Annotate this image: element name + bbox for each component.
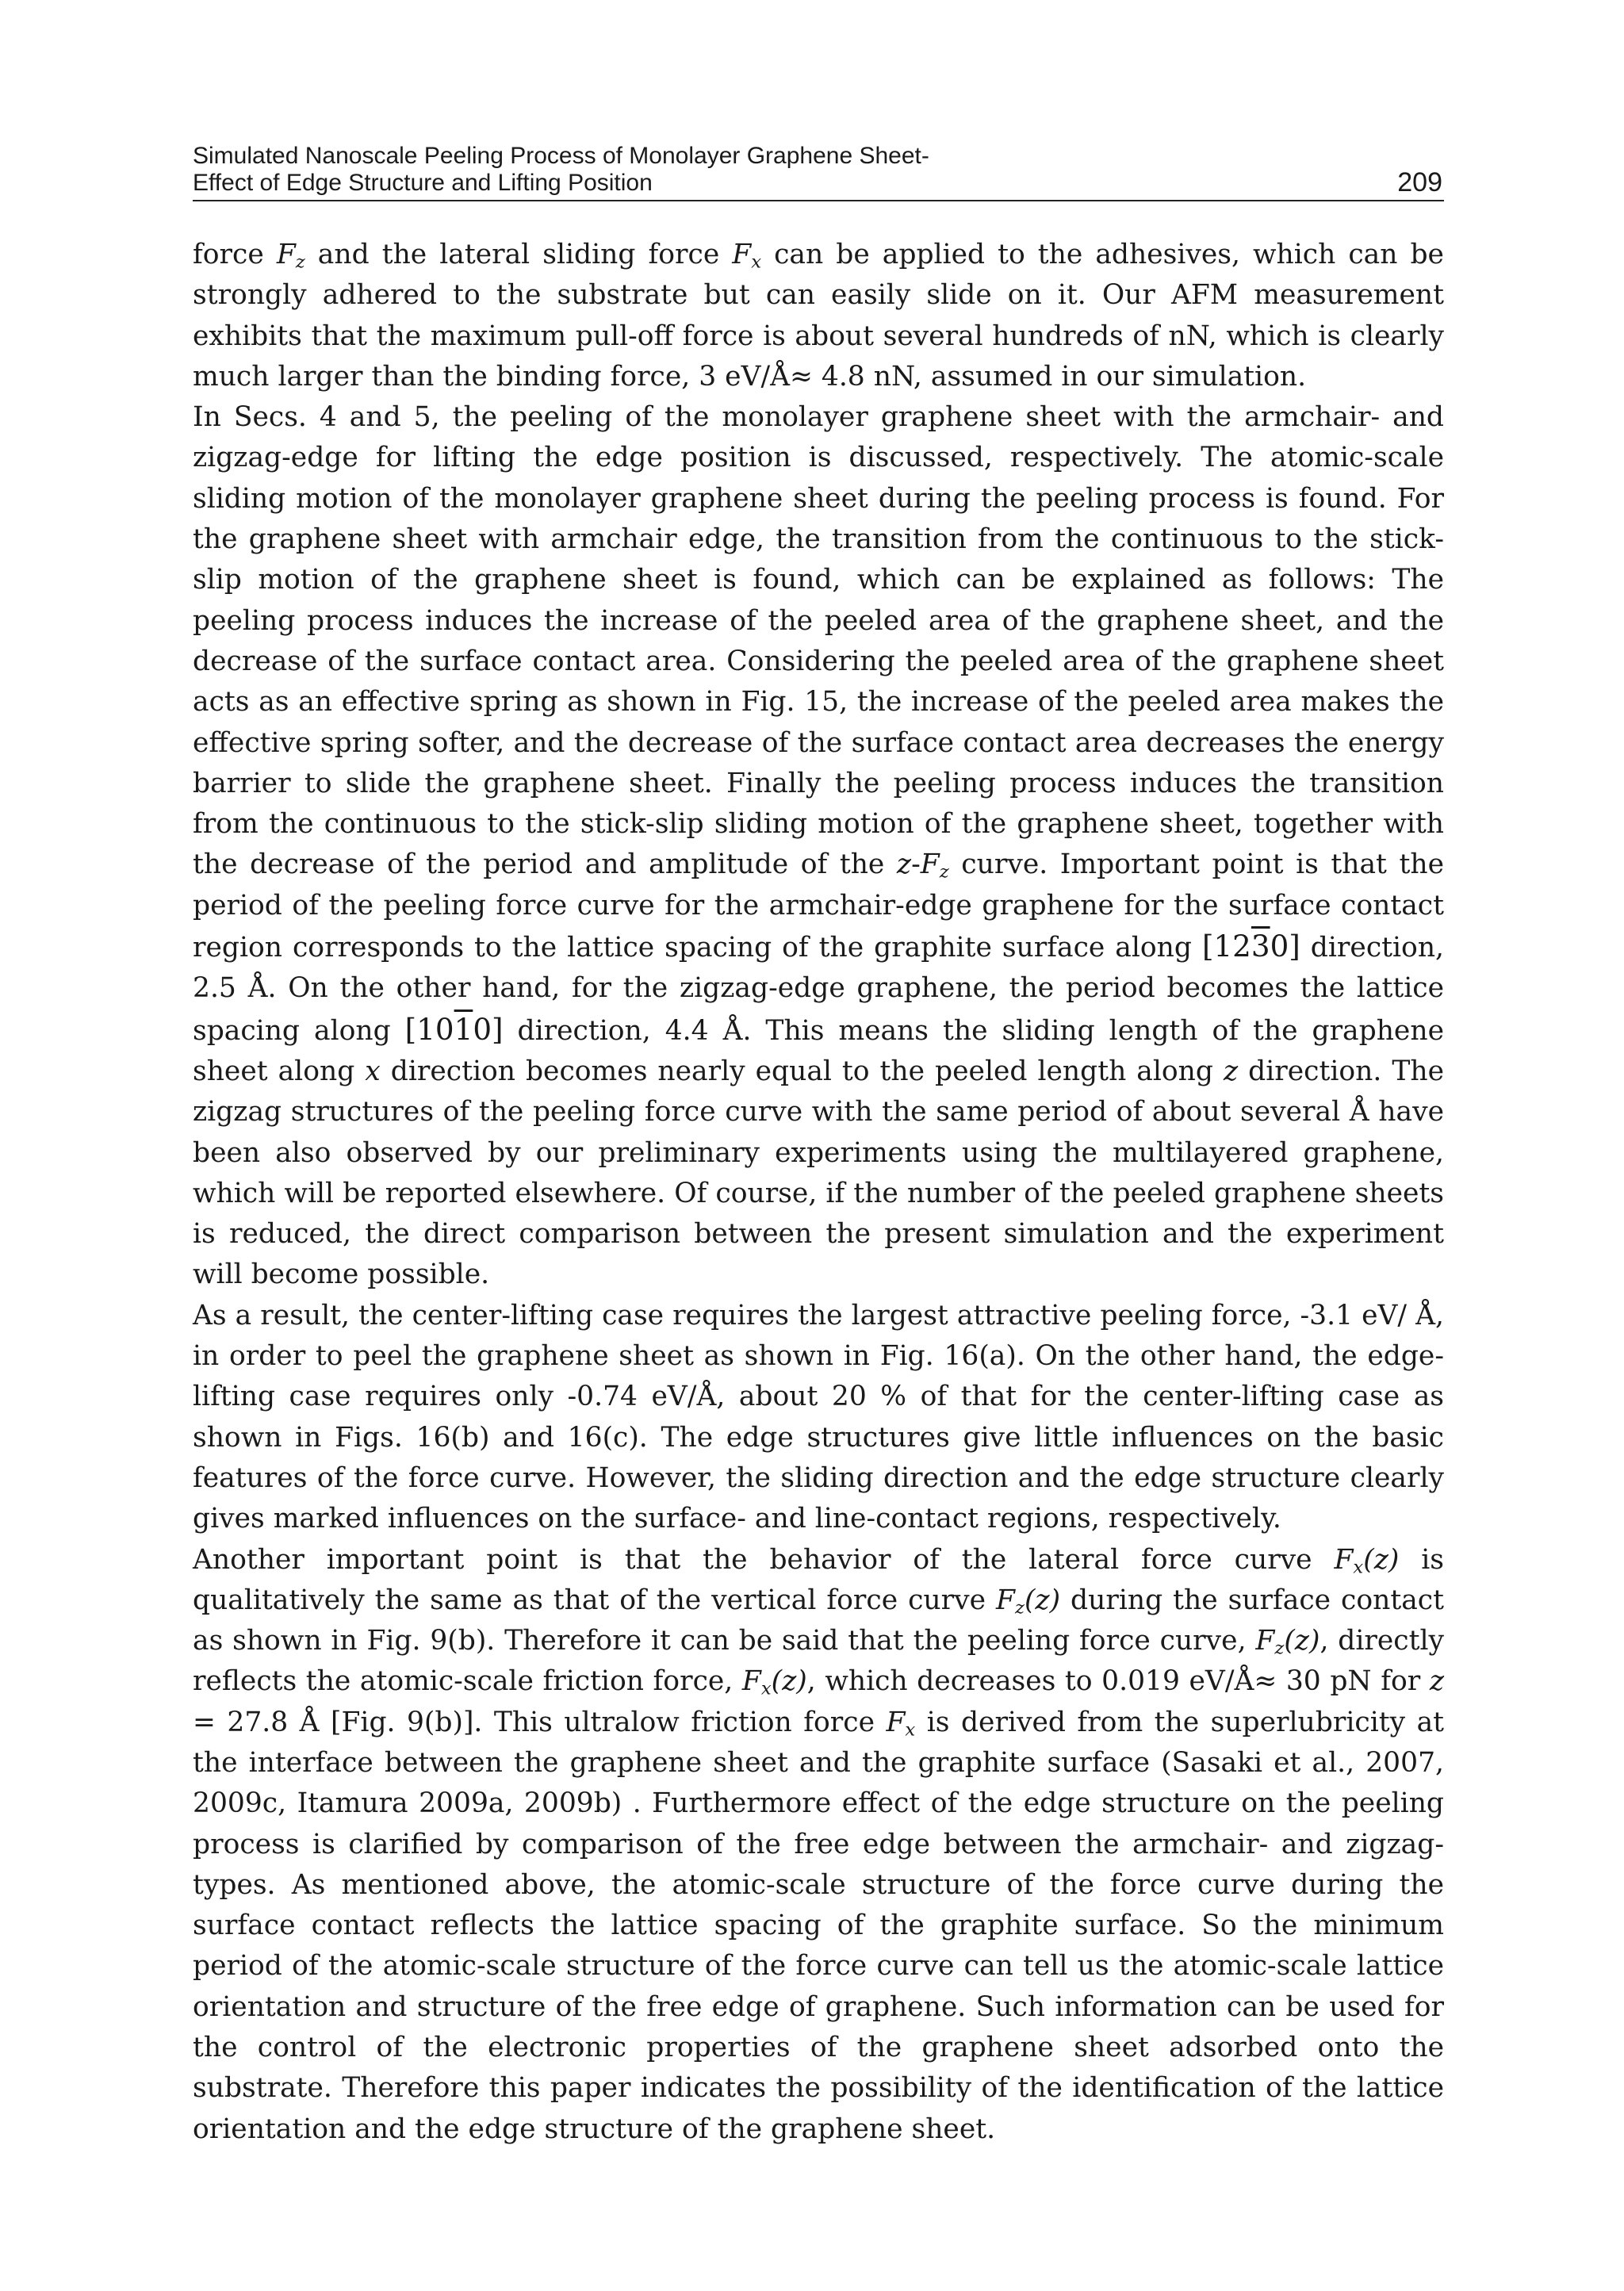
text-run: direction, 2.5 Å. On the other hand, for the zigzag-edge graphene, the period becomes the lattice spacing along [193,932,1444,1047]
text-run: = 27.8 Å [Fig. 9(b)]. This ultralow friction force [193,1706,887,1738]
text-run: curve. Important point is that the period of the peeling force curve for the armchair-edge graphene for the surface contact region corresponds to the lattice spacing of the graphite surface along [193,849,1444,964]
paragraph-2 [193,397,1444,1296]
symbol-z: z [1223,1055,1239,1087]
text-run: Another important point is that the behavior of the lateral force curve [193,1543,1335,1576]
text-run: direction. The zigzag structures of the peeling force curve with the same period of about several Å have been also observed by our preliminary experiments using the multilayered graphene, which will be reported elsewhere. Of course, if the number of the peeled graphene sheets is reduced, the direct comparison between the present simulation and the experiment will become possible. [193,1055,1444,1291]
text-run: [10 [404,1011,454,1047]
symbol-F: F [732,239,752,270]
header-title-line-2: Effect of Edge Structure and Lifting Position [193,170,653,196]
symbol-F: F [920,849,940,881]
text-run: force [193,239,277,270]
subscript-z: z [1274,1638,1285,1659]
overbar-digit: 1 [454,1011,473,1047]
text-run: during the surface contact as shown in Fig. 9(b). Therefore it can be said that the peeling force curve, [193,1584,1444,1657]
text-run: In Secs. 4 and 5, the peeling of the monolayer graphene sheet with the armchair- and zigzag-edge for lifting the edge position is discussed, respectively. The atomic-scale sliding motion of the monolayer graphene sheet during the peeling process is found. For the graphene sheet with armchair edge, the transition from the continuous to the stick-slip motion of the graphene sheet is found, which can be explained as follows: The peeling process induces the increase of the peeled area of the graphene sheet, and the decrease of the surface contact area. Considering the peeled area of the graphene sheet acts as an effective spring as shown in Fig. 15, the increase of the peeled area makes the effective spring softer, and the decrease of the surface contact area decreases the energy barrier to slide the graphene sheet. Finally the peeling process induces the transition from the continuous to the stick-slip sliding motion of the graphene sheet, together with the decrease of the period and amplitude of the [193,401,1444,881]
paragraph-1 [193,235,1444,397]
running-header [193,143,1444,201]
symbol-F: F [276,239,296,270]
symbol-F: F [1334,1543,1354,1576]
symbol-F: F [996,1584,1015,1616]
text-run: , which decreases to 0.019 eV/Å≈ 30 pN for [806,1665,1430,1698]
symbol-arg-z: (z) [771,1665,807,1698]
symbol-arg-z: (z) [1024,1584,1061,1616]
paragraph-4 [193,1540,1444,2150]
text-run: is qualitatively the same as that of the vertical force curve [193,1543,1444,1616]
text-run: and the lateral sliding force [304,239,733,270]
overbar-digit: 3 [1251,929,1270,964]
symbol-F: F [741,1665,761,1698]
text-run: is derived from the superlubricity at the interface between the graphene sheet and the graphite surface (Sasaki et al., 2007, 2009c, Itamura 2009a, 2009b) . Furthermore effect of the edge structure on the peeling process is clarified by comparison of the free edge between the armchair- and zigzag-types. As mentioned above, the atomic-scale structure of the force curve during the surface contact reflects the lattice spacing of the graphite surface. So the minimum period of the atomic-scale structure of the force curve can tell us the atomic-scale lattice orientation and structure of the free edge of graphene. Such information can be used for the control of the electronic properties of the graphene sheet adsorbed onto the substrate. Therefore this paper indicates the possibility of the identification of the lattice orientation and the edge structure of the graphene sheet. [193,1706,1444,2145]
text-run: - [911,849,921,881]
miller-index-1230 [1202,929,1300,964]
subscript-x: x [905,1719,916,1741]
text-run: direction becomes nearly equal to the peeled length along [380,1055,1224,1087]
text-run: 0] [473,1011,504,1047]
miller-index-1010 [405,1012,504,1047]
subscript-z: z [295,251,305,273]
paragraph-3: As a result, the center-lifting case requires the largest attractive peeling force, -3.1 eV/ Å, in order to peel the graphene sheet as shown in Fig. 16(a). On the other hand, the edge-lifting case requires only -0.74 eV/Å, about 20 % of that for the center-lifting case as shown in Figs. 16(b) and 16(c). The edge structures give little influences on the basic features of the force curve. However, the sliding direction and the edge structure clearly gives marked influences on the surface- and line-contact regions, respectively. [193,1299,1444,1535]
symbol-x: x [365,1055,381,1087]
symbol-z: z [1429,1665,1444,1698]
subscript-x: x [751,251,762,273]
text-run: can be applied to the adhesives, which can be strongly adhered to the substrate but can easily slide on it. Our AFM measurement exhibits that the maximum pull-off force is about several hundreds of nN, which is clearly much larger than the binding force, 3 eV/Å≈ 4.8 nN, assumed in our simulation. [193,239,1444,393]
subscript-x: x [1353,1557,1364,1578]
text-run: direction, 4.4 Å. This means the sliding length of the graphene sheet along [193,1014,1444,1087]
subscript-z: z [939,862,949,883]
subscript-x: x [760,1679,772,1700]
text-run: 0] [1270,929,1300,964]
symbol-arg-z: (z) [1363,1543,1400,1576]
subscript-z: z [1014,1597,1025,1619]
page-number: 209 [1397,167,1442,197]
body-text [193,235,1444,2150]
text-run: [12 [1201,929,1251,964]
symbol-F: F [1255,1625,1275,1657]
header-title-line-1: Simulated Nanoscale Peeling Process of Monolayer Graphene Sheet- [193,143,929,169]
symbol-arg-z: (z) [1284,1625,1320,1657]
symbol-F: F [886,1706,906,1738]
symbol-z: z [896,849,912,881]
text-run: , directly reflects the atomic-scale friction force, [193,1625,1444,1698]
